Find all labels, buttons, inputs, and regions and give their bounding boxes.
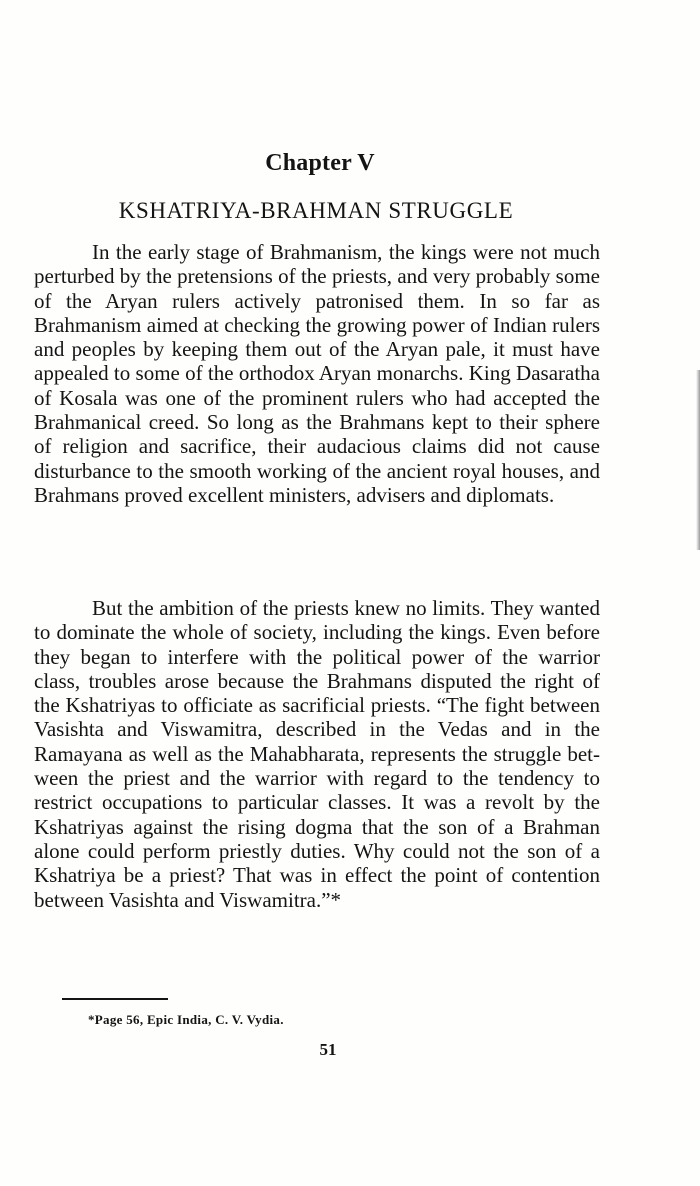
page-edge-shadow bbox=[696, 370, 700, 550]
footnote: *Page 56, Epic India, C. V. Vydia. bbox=[88, 1012, 284, 1027]
page-number: 51 bbox=[319, 1040, 337, 1059]
body-paragraph-2: But the ambition of the priests knew no limits. They wanted to dominate the whole of society, including the kings. Even before they began to interfere with the political power of the warrior class, troubles arose because the Brahmans disputed the right of the Kshatriyas to officiate as sacrificial priests. “The fight between Vasishta and Viswamitra, described in the Vedas and in the Ramayana as well as the Mahabharata, represents the struggle between the priest and the warrior with regard to the tendency to restrict occupations to particular classes. It was a revolt by the Kshatriyas against the rising dogma that the son of a Brahman alone could perform priestly duties. Why could not the son of a Kshatriya be a priest? That was in effect the point of contention between Vasishta and Viswamitra.”* bbox=[34, 596, 600, 912]
body-paragraph-1: In the early stage of Brahmanism, the kings were not much perturbed by the pretensions of the priests, and very probably some of the Aryan rulers actively patronised them. In so far as Brahmanism aimed at checking the growing power of Indian rulers and peoples by keeping them out of the Aryan pale, it must have appealed to some of the orthodox Aryan monarchs. King Dasaratha of Kosala was one of the prominent rulers who had accepted the Brahmanical creed. So long as the Brahmans kept to their sphere of religion and sacrifice, their audacious claims did not cause disturbance to the smooth working of the ancient royal houses, and Brahmans proved excellent ministers, advisers and diplomats. bbox=[34, 240, 600, 507]
footnote-divider bbox=[62, 998, 168, 1000]
chapter-heading: KSHATRIYA-BRAHMAN STRUGGLE bbox=[118, 198, 514, 223]
chapter-title: Chapter V bbox=[265, 150, 375, 176]
